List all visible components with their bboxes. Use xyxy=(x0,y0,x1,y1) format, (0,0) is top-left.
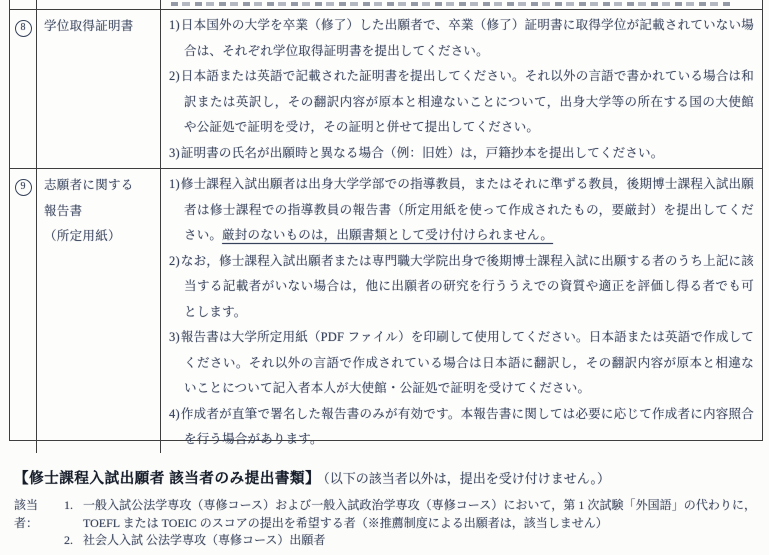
item-text: 作成者が直筆で署名した報告書のみが有効です。本報告書に関しては必要に応じて作成者に内容照合を行う場合があります。 xyxy=(180,406,754,446)
document-name-cell xyxy=(37,10,161,168)
row-number-cell xyxy=(10,10,37,168)
section-heading-title: 【修士課程入試出願者 該当者のみ提出書類】 xyxy=(14,471,321,487)
circled-number-9: 9 xyxy=(15,179,32,196)
instruction-item xyxy=(169,172,754,249)
item-number: 1) xyxy=(169,18,180,32)
conditional-documents-section xyxy=(14,469,762,550)
section-heading xyxy=(14,469,762,489)
instructions-cell xyxy=(161,169,762,453)
instruction-item xyxy=(169,64,754,141)
item-number: 2) xyxy=(169,253,180,268)
submission-documents-table xyxy=(9,0,763,446)
item-text: なお，修士課程入試出願者または専門職大学院出身で後期博士課程入試に出願する者のうち上記に該当する記載者がいない場合は，他に出願者の研究を行ううえでの資質や適正を評価し得る者でも可とします。 xyxy=(180,253,754,319)
item-text: 日本国外の大学を卒業（修了）した出願者で、卒業（修了）証明書に取得学位が記載されていない場合は、それぞれ学位取得証明書を提出してください。 xyxy=(180,18,754,58)
applicant-text: 社会人入試 公法学専攻（専修コース）出願者 xyxy=(83,533,326,547)
table-row-applicant-report xyxy=(10,169,762,446)
instruction-item xyxy=(169,402,754,453)
item-text: 証明書の氏名が出願時と異なる場合（例：旧姓）は，戸籍抄本を提出してください。 xyxy=(180,145,664,160)
item-text: 報告書は大学所定用紙（PDF ファイル）を印刷して使用してください。日本語または英語で作成してください。それ以外の言語で作成されている場合は日本語に翻訳し，その翻訳内容が原本と相違ないことについて記入者本人が大使館・公証処で証明を受けてください。 xyxy=(180,330,754,395)
instruction-item xyxy=(169,141,754,167)
document-name-line: （所定用紙） xyxy=(44,229,121,243)
section-heading-note: （以下の該当者以外は，提出を受け付けません。） xyxy=(323,471,611,486)
applicants-label: 該当者： xyxy=(14,498,39,530)
item-text: 修士課程入試出願者は出身大学学部での指導教員，またはそれに準ずる教員，後期博士課程入試出願者は修士課程での指導教員の報告書（所定用紙を使って作成されたもの，要厳封）を提出してください。 xyxy=(180,177,754,242)
partial-text-smudge xyxy=(171,2,731,6)
table-row-degree-certificate xyxy=(10,10,762,169)
applicant-number: 1. xyxy=(64,498,73,512)
circled-number-8: 8 xyxy=(15,20,32,37)
clipped-content-cell xyxy=(161,0,762,9)
instruction-item xyxy=(169,325,754,402)
instructions-cell xyxy=(161,10,762,168)
document-name-line: 報告書 xyxy=(44,203,83,218)
eligible-applicants-list xyxy=(14,497,762,550)
applicant-text: 一般入試公法学専攻（専修コース）および一般入試政治学専攻（専修コース）において，第 1 次試験「外国語」の代わりに，TOEFL または TOEIC のスコアの提出を希望する者（※推薦制度による出願者は，該当しません） xyxy=(83,498,756,530)
document-name-line: 志願者に関する xyxy=(44,178,134,192)
applicant-item xyxy=(14,532,762,550)
item-number: 2) xyxy=(169,69,180,83)
clipped-number-cell xyxy=(10,0,37,9)
applicant-item xyxy=(14,497,762,532)
item-number: 3) xyxy=(169,330,180,344)
clipped-top-row xyxy=(10,0,762,10)
applicant-number: 2. xyxy=(64,533,73,547)
item-number: 1) xyxy=(169,177,180,191)
item-number: 4) xyxy=(169,406,180,421)
document-name: 学位取得証明書 xyxy=(44,19,134,33)
instruction-item xyxy=(169,13,754,64)
clipped-label-cell xyxy=(37,0,161,9)
row-number-cell xyxy=(10,169,37,453)
item-text: 日本語または英語で記載された証明書を提出してください。それ以外の言語で書かれている場合は和訳または英訳し，その翻訳内容が原本と相違ないことについて，出身大学等の所在する国の大使館や公証処で証明を受け，その証明と併せて提出してください。 xyxy=(180,69,754,134)
item-number: 3) xyxy=(169,145,180,160)
document-name-cell xyxy=(37,169,161,453)
instruction-item xyxy=(169,249,754,326)
underlined-warning: 厳封のないものは，出願書類として受け付けられません。 xyxy=(222,228,554,242)
applicants-label-spacer xyxy=(14,532,59,550)
